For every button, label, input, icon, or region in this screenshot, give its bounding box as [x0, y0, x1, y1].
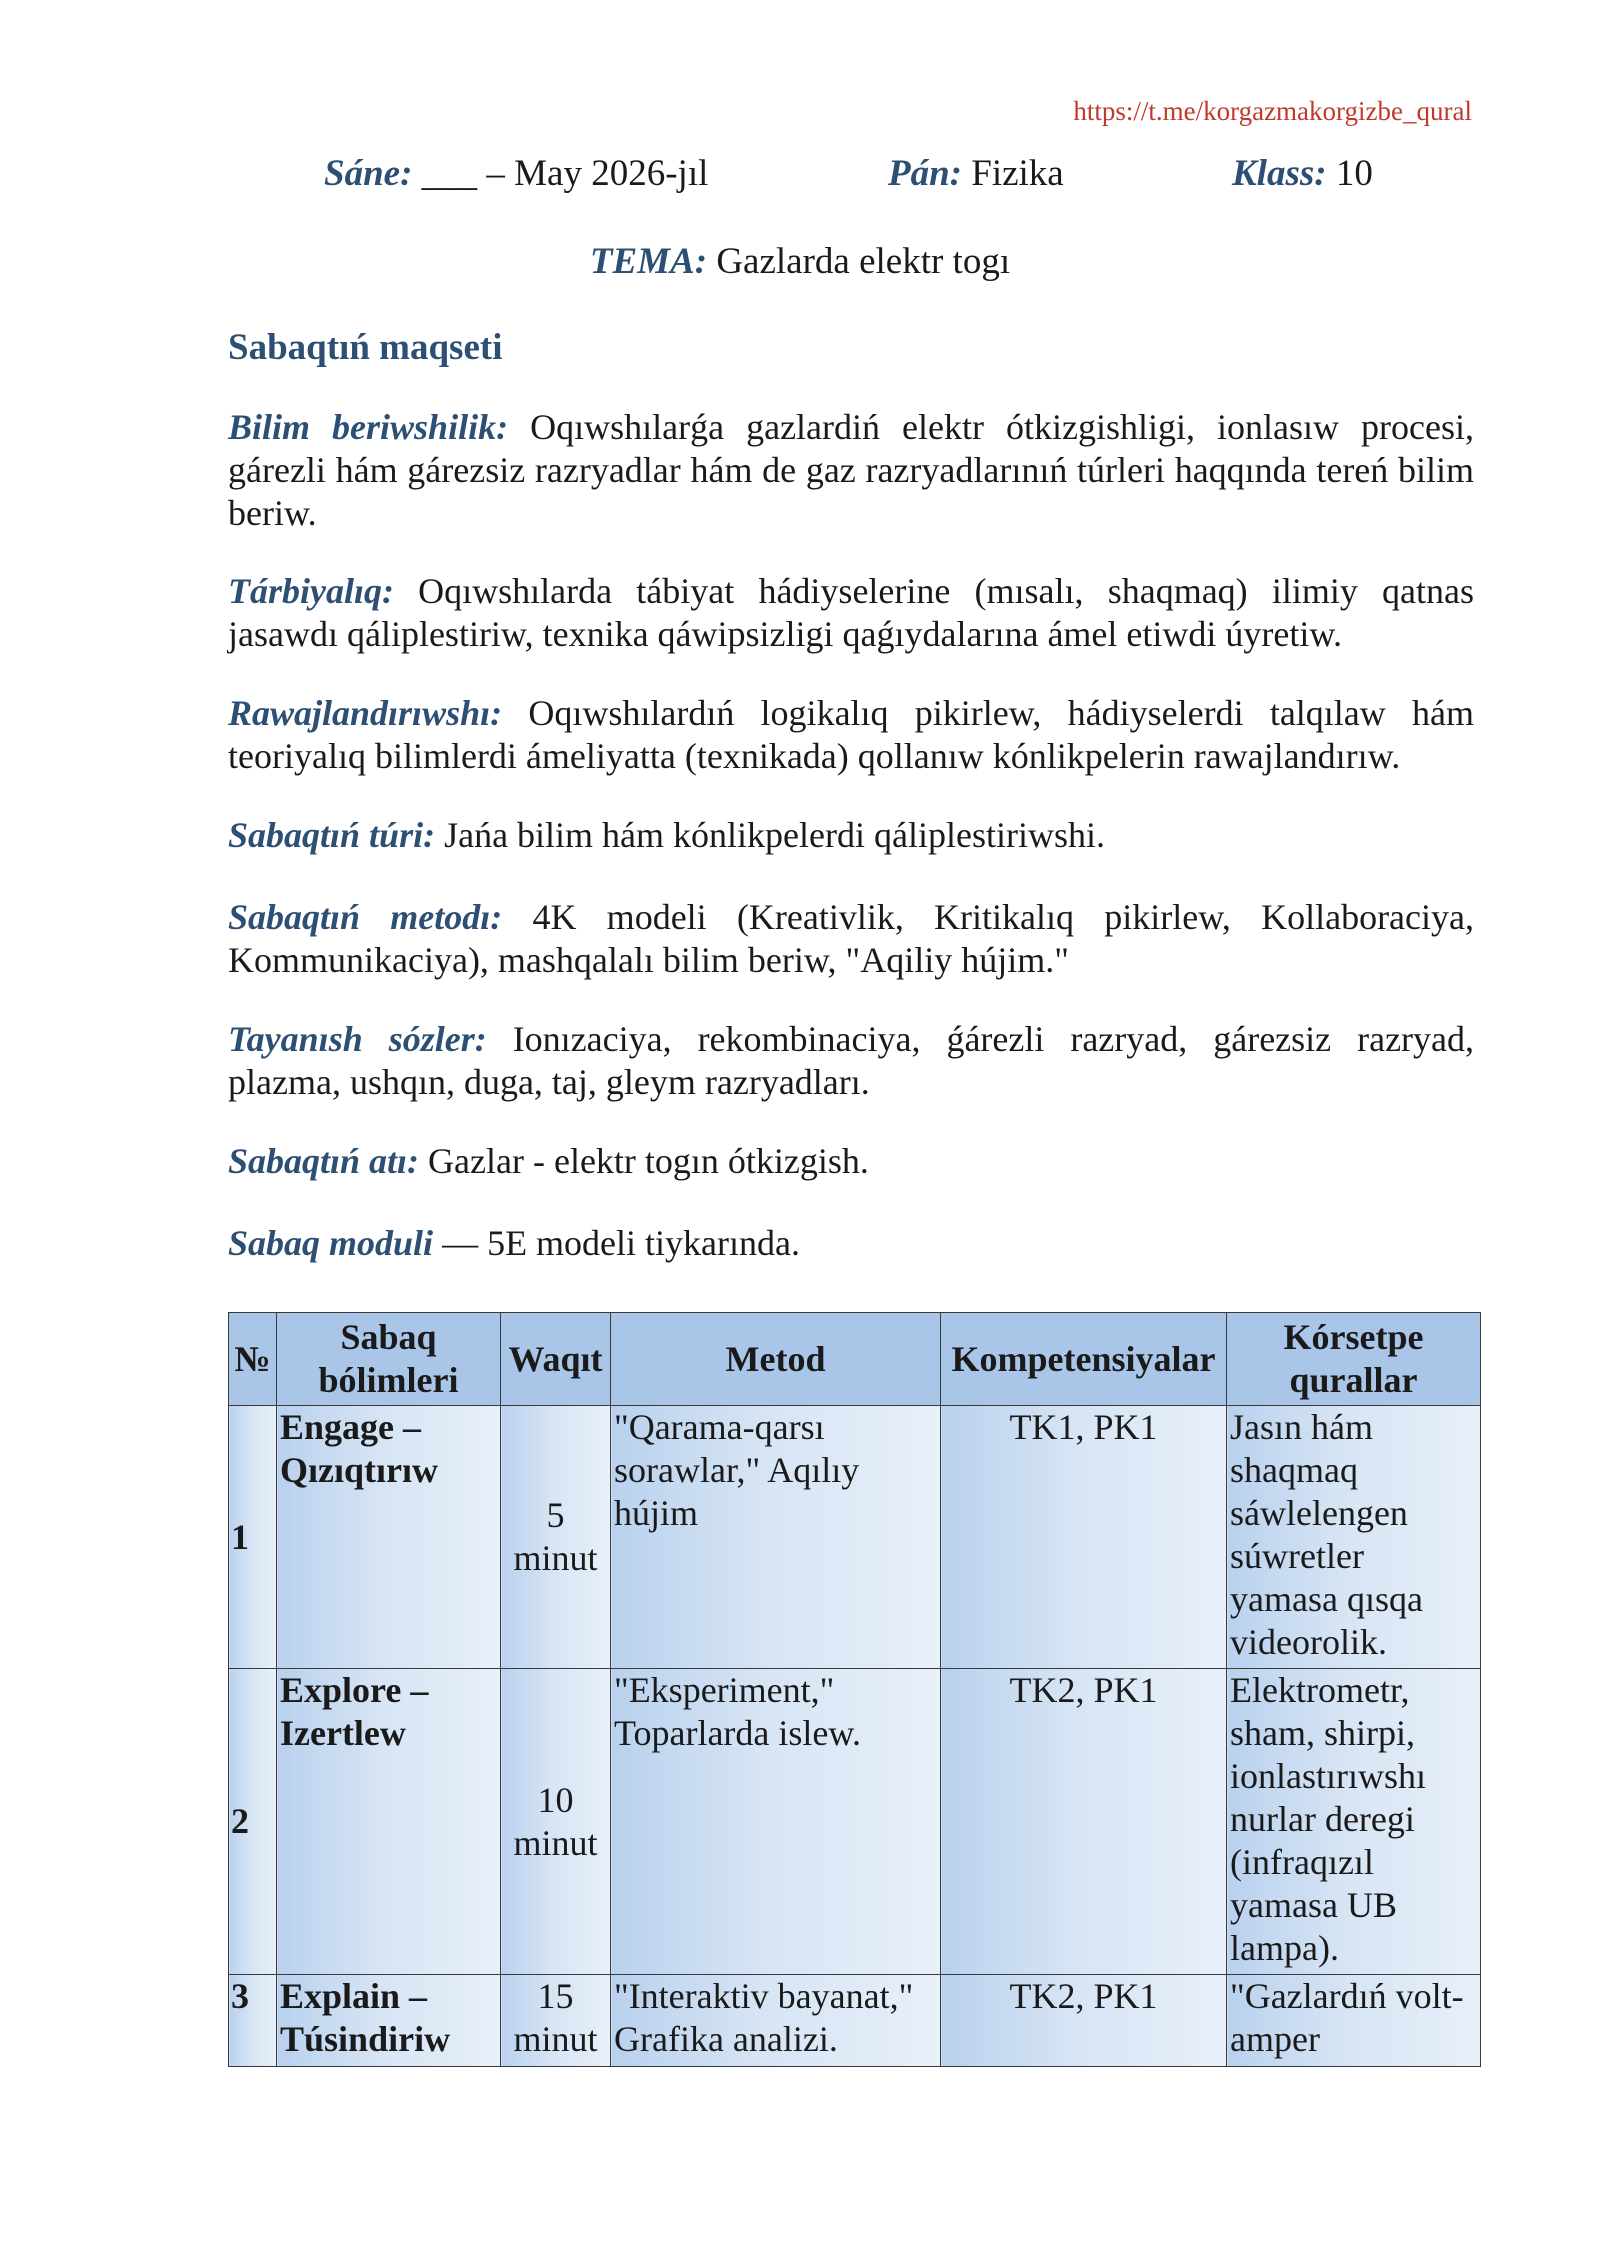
- row-method: "Interaktiv bayanat," Grafika analizi.: [611, 1975, 941, 2067]
- row-section: Explore – Izertlew: [277, 1669, 501, 1975]
- row-number: 2: [229, 1669, 277, 1975]
- paragraph-text: 4K modeli (Kreativlik, Kritikalıq pikirlew, Kollaboraciya, Kommunikaciya), mashqalalı bilim beriw, "Aqiliy hújim.": [228, 897, 1474, 980]
- row-competency: TK1, PK1: [941, 1406, 1227, 1669]
- paragraph-text: Gazlar - elektr togın ótkizgish.: [428, 1141, 869, 1181]
- column-header: Metod: [611, 1313, 941, 1406]
- paragraph-text: Jańa bilim hám kónlikpelerdi qáliplestiriwshi.: [444, 815, 1105, 855]
- lesson-meta-row: [0, 152, 1600, 200]
- row-method: "Eksperiment," Toparlarda islew.: [611, 1669, 941, 1975]
- paragraph-label: Sabaqtıń metodı:: [228, 897, 503, 937]
- table-row: [229, 1669, 1481, 1975]
- row-method: "Qarama-qarsı sorawlar," Aqılıy hújim: [611, 1406, 941, 1669]
- column-header: Kórsetpe qurallar: [1227, 1313, 1481, 1406]
- column-header: Sabaq bólimleri: [277, 1313, 501, 1406]
- subject-field: [888, 152, 1064, 195]
- paragraph-text: Oqıwshılarǵa gazlardiń elektr ótkizgishligi, ionlasıw procesi, gárezli hám gárezsiz razryadlar hám de gaz razryadlarınıń túrleri haqqında tereń bilim beriw.: [228, 407, 1475, 533]
- paragraph-label: Bilim beriwshilik:: [228, 407, 509, 447]
- class-value: 10: [1335, 153, 1373, 194]
- class-field: [1232, 152, 1373, 195]
- topic-value: Gazlarda elektr togı: [716, 241, 1011, 282]
- row-section: Explain – Túsindiriw: [277, 1975, 501, 2067]
- column-header: Waqıt: [501, 1313, 611, 1406]
- class-label: Klass:: [1232, 153, 1327, 194]
- paragraph-label: Tárbiyalıq:: [228, 571, 394, 611]
- row-tools: "Gazlardıń volt-amper: [1227, 1975, 1481, 2067]
- paragraph-text: Ionızaciya, rekombinaciya, ǵárezli razryad, gárezsiz razryad, plazma, ushqın, duga, taj, gleym razryadları.: [228, 1019, 1475, 1102]
- paragraph-text: — 5E modeli tiykarında.: [442, 1223, 800, 1263]
- row-section: Engage – Qızıqtırıw: [277, 1406, 501, 1669]
- paragraph-label: Sabaq moduli: [228, 1223, 434, 1263]
- paragraph-upbringing: [228, 570, 1474, 656]
- paragraph-educational: [228, 406, 1474, 535]
- subject-value: Fizika: [971, 153, 1064, 194]
- topic-line: [0, 240, 1600, 283]
- paragraph-lesson-type: [228, 814, 1474, 857]
- goals-title: Sabaqtıń maqseti: [228, 327, 503, 368]
- row-time: 15 minut: [501, 1975, 611, 2067]
- table-row: [229, 1975, 1481, 2067]
- paragraph-label: Sabaqtıń túri:: [228, 815, 436, 855]
- row-number: 3: [229, 1975, 277, 2067]
- paragraph-text: Oqıwshılarda tábiyat hádiyselerine (mısalı, shaqmaq) ilimiy qatnas jasawdı qáliplestiriw, texnika qáwipsizligi qaǵıydalarına ámel etiwdi úyretiw.: [228, 571, 1475, 654]
- paragraph-lesson-name: [228, 1140, 1474, 1183]
- row-competency: TK2, PK1: [941, 1669, 1227, 1975]
- paragraph-text: Oqıwshılardıń logikalıq pikirlew, hádiyselerdi talqılaw hám teoriyalıq bilimlerdi ámeliyatta (texnikada) qollanıw kónlikpelerin rawajlandırıw.: [228, 693, 1474, 776]
- row-tools: Jasın hám shaqmaq sáwlelengen súwretler yamasa qısqa videorolik.: [1227, 1406, 1481, 1669]
- subject-label: Pán:: [888, 153, 962, 194]
- row-time: 10 minut: [501, 1669, 611, 1975]
- date-field: [324, 152, 708, 195]
- paragraph-lesson-method: [228, 896, 1474, 982]
- paragraph-lesson-module: [228, 1222, 1474, 1265]
- paragraph-label: Rawajlandırıwshı:: [228, 693, 503, 733]
- table-row: [229, 1406, 1481, 1669]
- column-header: №: [229, 1313, 277, 1406]
- lesson-plan-table: [228, 1312, 1481, 2067]
- table-header-row: [229, 1313, 1481, 1406]
- date-value: ___ – May 2026-jıl: [421, 153, 709, 194]
- topic-label: TEMA:: [589, 241, 708, 282]
- date-label: Sáne:: [324, 153, 413, 194]
- paragraph-label: Sabaqtıń atı:: [228, 1141, 420, 1181]
- column-header: Kompetensiyalar: [941, 1313, 1227, 1406]
- paragraph-keywords: [228, 1018, 1474, 1104]
- row-competency: TK2, PK1: [941, 1975, 1227, 2067]
- row-number: 1: [229, 1406, 277, 1669]
- paragraph-label: Tayanısh sózler:: [228, 1019, 487, 1059]
- source-link[interactable]: https://t.me/korgazmakorgizbe_qural: [1073, 96, 1472, 126]
- row-time: 5 minut: [501, 1406, 611, 1669]
- row-tools: Elektrometr, sham, shirpi, ionlastırıwshı nurlar deregi (infraqızıl yamasa UB lampa).: [1227, 1669, 1481, 1975]
- paragraph-developmental: [228, 692, 1474, 778]
